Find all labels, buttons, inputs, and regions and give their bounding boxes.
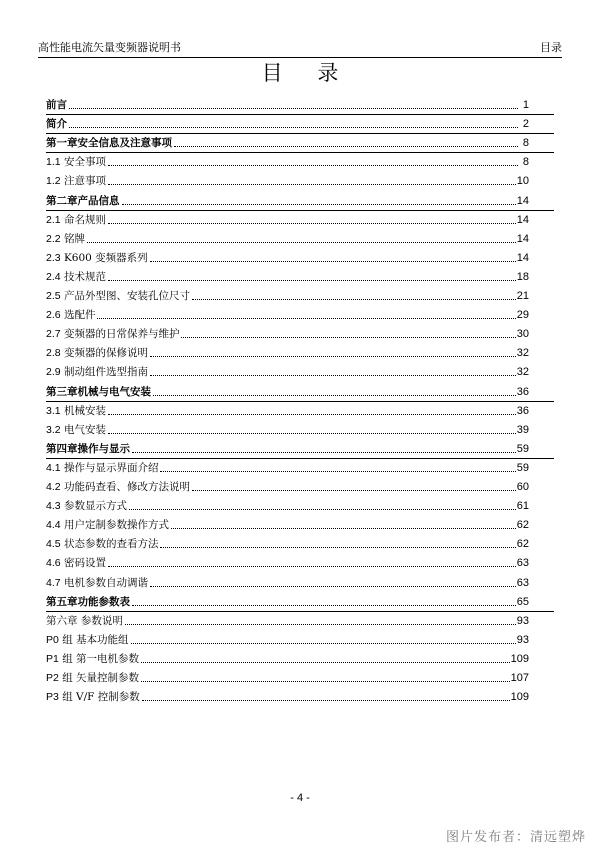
toc-page-number: 8 [522, 156, 529, 169]
dot-leader [141, 662, 510, 663]
toc-entry-label [46, 595, 131, 609]
toc-entry-number: 4.5 [46, 538, 61, 551]
toc-entry-label [46, 652, 140, 666]
toc-entry-text: 第四章操作与显示 [46, 442, 130, 455]
toc-page-number: 29 [516, 309, 529, 322]
toc-page-number: 107 [510, 672, 529, 684]
toc-row[interactable] [46, 532, 529, 551]
toc-entry-text: 选配件 [63, 309, 96, 322]
dot-leader [160, 547, 515, 548]
toc-entry-text: 技术规范 [63, 270, 106, 283]
toc-page-number: 60 [516, 481, 529, 493]
toc-page-number: 36 [516, 385, 529, 398]
toc-page-number: 2 [522, 118, 529, 131]
toc-entry-label [46, 213, 107, 227]
toc-entry-number: 1.1 [46, 156, 61, 169]
toc-page-number: 10 [516, 175, 529, 188]
page-header [38, 40, 562, 58]
toc-row[interactable] [46, 418, 529, 437]
toc-page-number: 14 [516, 251, 529, 264]
dot-leader [181, 337, 515, 338]
toc-entry-label [46, 499, 128, 513]
toc-row[interactable] [46, 551, 529, 570]
toc-row[interactable] [46, 685, 529, 704]
toc-entry-number: 2.6 [46, 309, 61, 322]
toc-page-number: 62 [516, 519, 529, 532]
toc-entry-text: 注意事项 [63, 175, 106, 188]
dot-leader [132, 452, 516, 453]
toc-entry-label [46, 690, 141, 704]
toc-page-number: 32 [516, 347, 529, 360]
page-number: - 4 - [290, 792, 310, 804]
toc-entry-number: 2.5 [46, 290, 61, 302]
dot-leader [132, 605, 516, 606]
toc-page-number: 36 [516, 404, 529, 417]
toc-title: 目 录 [261, 61, 353, 85]
toc-row[interactable] [46, 513, 529, 532]
toc-entry-text: 变频器的日常保养与维护 [63, 328, 180, 341]
toc-entry-text: 操作与显示界面介绍 [63, 461, 159, 474]
toc-row[interactable] [46, 360, 529, 379]
toc-entry-text: 前言 [46, 99, 67, 111]
toc-entry-number: 4.7 [46, 576, 61, 589]
dot-leader [108, 165, 518, 166]
toc-entry-label [46, 327, 180, 341]
dot-leader [108, 223, 516, 224]
toc-entry-text: 机械安装 [63, 404, 106, 417]
dot-leader [125, 624, 516, 625]
toc-entry-label [46, 461, 159, 475]
toc-page-number: 14 [516, 213, 529, 226]
toc-row[interactable] [46, 341, 529, 360]
toc-entry-text: 电气安装 [63, 423, 106, 436]
toc-page-number: 30 [516, 328, 529, 341]
toc-entry-text: 第二章产品信息 [46, 194, 120, 207]
toc-page-number: 18 [516, 270, 529, 283]
dot-leader [174, 146, 518, 147]
toc-entry-label [46, 346, 149, 360]
toc-entry-label [46, 308, 96, 322]
toc-page-number: 1 [522, 99, 529, 111]
toc-entry-label [46, 117, 68, 131]
toc-entry-label [46, 633, 130, 647]
dot-leader [69, 108, 518, 109]
toc-entry-number: 2.4 [46, 270, 61, 283]
header-doc-title: 高性能电流矢量变频器说明书 [38, 41, 181, 54]
toc-page-number: 109 [510, 691, 529, 704]
toc-page-number: 93 [516, 633, 529, 646]
dot-leader [150, 261, 516, 262]
dot-leader [150, 375, 516, 376]
toc-entry-text: 电机参数自动调谐 [63, 576, 148, 589]
toc-entry-label [46, 194, 121, 208]
toc-chapter-row[interactable] [46, 380, 529, 399]
dot-leader [129, 509, 516, 510]
toc-row[interactable] [46, 647, 529, 666]
toc-row[interactable] [46, 169, 529, 188]
toc-row[interactable] [46, 399, 529, 418]
toc-chapter-row[interactable] [46, 131, 529, 150]
toc-entry-label [46, 365, 149, 379]
toc-page-number: 65 [516, 595, 529, 608]
toc-entry-text: 命名规则 [63, 213, 106, 226]
toc-entry-number: 1.2 [46, 175, 61, 188]
dot-leader [192, 299, 516, 300]
dot-leader [171, 528, 516, 529]
toc-entry-text: 第六章 参数说明 [46, 614, 123, 627]
toc-row[interactable] [46, 284, 529, 303]
toc-entry-label [46, 289, 191, 303]
header-rule [38, 57, 562, 58]
toc-entry-text: 参数显示方式 [63, 500, 127, 513]
toc-chapter-row[interactable] [46, 189, 529, 208]
toc-entry-text: 第五章功能参数表 [46, 595, 130, 608]
toc-page-number: 61 [516, 500, 529, 513]
toc-row[interactable] [46, 609, 529, 628]
toc-chapter-row[interactable] [46, 437, 529, 456]
dot-leader [108, 184, 516, 185]
toc-entry-label [46, 442, 131, 456]
toc-entry-label [46, 556, 107, 570]
toc-entry-label [46, 98, 68, 112]
dot-leader [122, 204, 516, 205]
toc-entry-label [46, 251, 149, 265]
toc-page-number: 32 [516, 366, 529, 379]
toc-page-number: 93 [516, 614, 529, 627]
toc-row[interactable] [46, 322, 529, 341]
toc-entry-label [46, 423, 107, 437]
toc-entry-number: 2.3 [46, 251, 61, 264]
toc-page-number: 14 [516, 194, 529, 207]
dot-leader [87, 242, 516, 243]
toc-entry-number: 2.7 [46, 328, 61, 341]
toc-entry-text: 密码设置 [63, 557, 106, 570]
dot-leader [160, 471, 515, 472]
toc-row[interactable] [46, 628, 529, 647]
toc-entry-number: P2 [46, 672, 59, 684]
toc-entry-label [46, 385, 152, 399]
dot-leader [69, 127, 518, 128]
toc-page-number: 59 [516, 461, 529, 474]
toc-row[interactable] [46, 475, 529, 494]
toc-page-number: 59 [516, 442, 529, 455]
toc-page-number: 21 [516, 290, 529, 302]
toc-entry-number: 4.3 [46, 500, 61, 513]
toc-entry-label [46, 614, 124, 628]
toc-entry-label [46, 136, 173, 150]
toc-chapter-row[interactable] [46, 590, 529, 609]
toc-entry-label [46, 155, 107, 169]
toc-entry-number: 3.2 [46, 423, 61, 436]
toc-entry-number: 2.8 [46, 347, 61, 360]
toc-entry-label [46, 480, 191, 494]
toc-entry-number: 4.6 [46, 557, 61, 570]
toc-entry-label [46, 232, 86, 246]
toc-page-number: 63 [516, 557, 529, 570]
toc-entry-label [46, 174, 107, 188]
toc-entry-label [46, 270, 107, 284]
dot-leader [153, 395, 516, 396]
toc-row[interactable] [46, 456, 529, 475]
dot-leader [97, 318, 515, 319]
toc-entry-text: 组 V/F 控制参数 [62, 691, 140, 704]
toc-page-number: 109 [510, 652, 529, 665]
toc-entry-number: P0 [46, 633, 59, 646]
toc-page-number: 14 [516, 232, 529, 245]
toc-entry-text: 功能码查看、修改方法说明 [63, 481, 190, 493]
toc-entry-number: P1 [46, 652, 59, 665]
toc-row[interactable] [46, 265, 529, 284]
toc-row[interactable] [46, 227, 529, 246]
toc-entry-text: 产品外型图、安装孔位尺寸 [63, 290, 190, 302]
toc-page-number: 63 [516, 576, 529, 589]
toc-entry-number: 3.1 [46, 404, 61, 417]
toc-row[interactable] [46, 303, 529, 322]
dot-leader [108, 566, 516, 567]
toc-entry-text: 制动组件选型指南 [63, 366, 148, 379]
toc-entry-text: 组 矢量控制参数 [62, 672, 140, 684]
toc-entry-text: 安全事项 [63, 156, 106, 169]
toc-entry-number: 2.2 [46, 232, 61, 245]
toc-entry-text: 状态参数的查看方法 [63, 538, 159, 551]
toc-entry-text: 铭牌 [63, 232, 85, 245]
toc-entry-label [46, 537, 159, 551]
toc-entry-text: 用户定制参数操作方式 [63, 519, 169, 532]
toc-row[interactable] [46, 571, 529, 590]
toc-row[interactable] [46, 246, 529, 265]
dot-leader [192, 490, 516, 491]
toc-row[interactable] [46, 150, 529, 169]
toc-chapter-row[interactable] [46, 93, 529, 112]
toc-entry-text: 组 第一电机参数 [62, 652, 140, 665]
toc-entry-text: 变频器的保修说明 [63, 347, 148, 360]
toc-entry-number: 2.1 [46, 213, 61, 226]
toc-page-number: 62 [516, 538, 529, 551]
toc-entry-number: 4.4 [46, 519, 61, 532]
watermark: 图片发布者：清远塑烨 [445, 830, 586, 845]
toc-entry-text: K600 变频器系列 [63, 251, 148, 264]
dot-leader [150, 356, 516, 357]
toc-entry-label [46, 404, 107, 418]
toc-row[interactable] [46, 208, 529, 227]
toc-entry-label [46, 671, 140, 685]
toc-entry-text: 简介 [46, 118, 67, 131]
toc-page-number: 8 [522, 137, 529, 150]
toc-entry-text: 第三章机械与电气安装 [46, 385, 151, 398]
toc-entry-number: 2.9 [46, 366, 61, 379]
dot-leader [108, 414, 516, 415]
toc-entry-number: 4.1 [46, 461, 61, 474]
dot-leader [131, 643, 516, 644]
dot-leader [108, 433, 516, 434]
dot-leader [141, 681, 510, 682]
dot-leader [142, 700, 510, 701]
toc-entry-number: 4.2 [46, 481, 61, 493]
toc-page-number: 39 [516, 423, 529, 436]
toc-chapter-row[interactable] [46, 112, 529, 131]
dot-leader [108, 280, 516, 281]
toc-entry-text: 第一章安全信息及注意事项 [46, 137, 172, 150]
toc-entry-text: 组 基本功能组 [62, 633, 129, 646]
toc-row[interactable] [46, 494, 529, 513]
toc-entry-label [46, 518, 170, 532]
header-section: 目录 [540, 41, 562, 54]
toc-entry-number: P3 [46, 691, 59, 704]
toc-row[interactable] [46, 666, 529, 685]
dot-leader [150, 586, 516, 587]
toc-entry-label [46, 576, 149, 590]
